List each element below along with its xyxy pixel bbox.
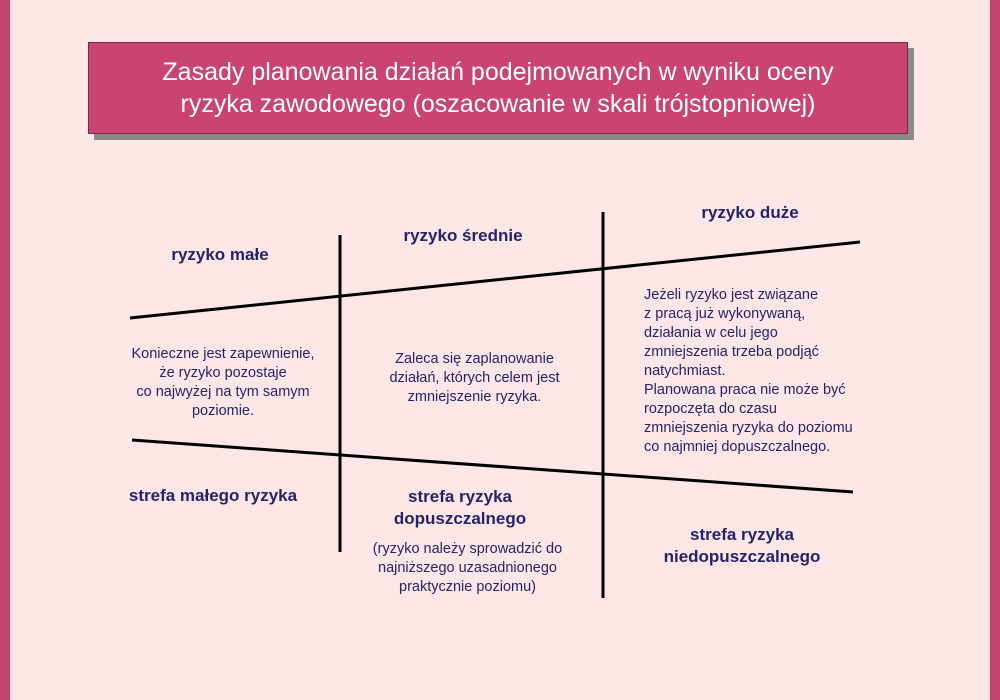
desc-medium-risk <box>352 350 597 407</box>
desc-small-line: Konieczne jest zapewnienie, <box>131 346 315 362</box>
desc-large-line: natychmiast. <box>644 363 726 379</box>
header-large-risk: ryzyko duże <box>701 203 799 222</box>
desc-large-line: co najmniej dopuszczalnego. <box>644 439 831 455</box>
header-small-risk: ryzyko małe <box>171 245 269 264</box>
desc-large-line: Jeżeli ryzyko jest związane <box>644 287 819 303</box>
desc-small-line: że ryzyko pozostaje <box>159 365 287 381</box>
desc-large-risk <box>644 286 904 457</box>
desc-large-line: zmniejszenia trzeba podjąć <box>644 344 819 360</box>
desc-medium-line: działań, których celem jest <box>389 370 560 386</box>
zone-medium-line: dopuszczalnego <box>393 509 527 528</box>
desc-small-risk <box>108 345 338 421</box>
desc-small-line: poziomie. <box>191 403 255 419</box>
desc-large-line: działania w celu jego <box>644 325 778 341</box>
desc-medium-line: Zaleca się zaplanowanie <box>395 351 554 367</box>
desc-large-line: z pracą już wykonywaną, <box>644 306 806 322</box>
note-medium-line: (ryzyko należy sprowadzić do <box>372 541 563 557</box>
zone-small-line: strefa małego ryzyka <box>128 486 298 505</box>
desc-small-line: co najwyżej na tym samym <box>136 384 310 400</box>
header-medium-risk: ryzyko średnie <box>403 226 523 245</box>
note-medium-line: najniższego uzasadnionego <box>378 560 557 576</box>
zone-medium-risk <box>355 486 565 530</box>
note-medium-line: praktycznie poziomu) <box>399 579 536 595</box>
zone-medium-line: strefa ryzyka <box>408 487 512 506</box>
title-line-1: Zasady planowania działań podejmowanych w wyniku oceny <box>162 58 834 86</box>
desc-large-line: zmniejszenia ryzyka do poziomu <box>644 420 853 436</box>
zone-large-risk <box>632 524 852 568</box>
zone-large-line: strefa ryzyka <box>690 525 794 544</box>
zone-large-line: niedopuszczalnego <box>663 547 821 566</box>
title-line-2: ryzyka zawodowego (oszacowanie w skali trójstopniowej) <box>180 90 816 118</box>
note-medium-risk <box>345 540 590 597</box>
zone-small-risk <box>102 485 324 507</box>
desc-medium-line: zmniejszenie ryzyka. <box>407 389 542 405</box>
desc-large-line: rozpoczęta do czasu <box>644 401 777 417</box>
desc-large-line: Planowana praca nie może być <box>644 382 846 398</box>
